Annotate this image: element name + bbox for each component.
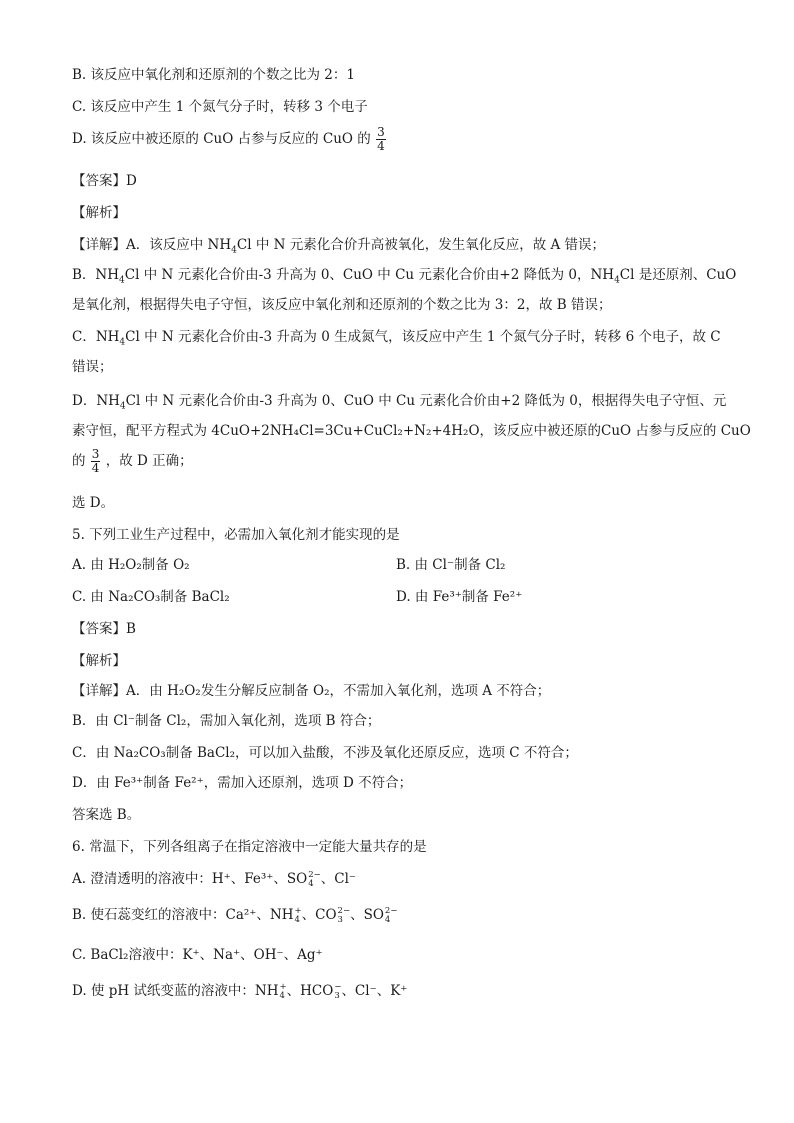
q4-detail-d-line3: 的 $\frac{3}{4}$ ，故 D 正确； [72, 447, 193, 475]
q5-option-c: C. 由 Na₂CO₃制备 BaCl₂ [72, 589, 230, 605]
q4-detail-c-line1: C．$NH_4Cl$ 中 N 元素化合价由-3 升高为 0 生成氮气，该反应中产生 1 个氮气分子时，转移 6 个电子，故 C [72, 329, 721, 348]
q6-option-b: B. 使石蕊变红的溶液中：Ca²⁺、NH + 4 、CO 2− 3 、SO 2− 4 [72, 905, 398, 925]
fraction: $\frac{3}{4}$ [91, 447, 100, 475]
q6-option-d: D. 使 pH 试纸变蓝的溶液中：NH + 4 、HCO − 3 、Cl⁻、K⁺ [72, 981, 408, 1001]
q5-option-b: B. 由 Cl⁻制备 Cl₂ [396, 557, 506, 573]
q5-analysis-heading: 【解析】 [72, 653, 126, 669]
q6-option-a: A. 澄清透明的溶液中：H⁺、Fe³⁺、SO 2− 4 、Cl⁻ [72, 869, 357, 889]
q5-detail-c: C．由 Na₂CO₃制备 BaCl₂，可以加入盐酸，不涉及氧化还原反应，选项 C 不符合； [72, 745, 578, 761]
q4-detail-b-line1: B．$NH_4Cl$ 中 N 元素化合价由-3 升高为 0、CuO 中 Cu 元素化合价由+2 降低为 0，$NH_4Cl$ 是还原剂、CuO [72, 267, 737, 286]
q5-detail-d: D．由 Fe³⁺制备 Fe²⁺，需加入还原剂，选项 D 不符合； [72, 775, 413, 791]
q5-option-a: A. 由 H₂O₂制备 O₂ [72, 557, 190, 573]
q5-final-answer: 答案选 B。 [72, 807, 141, 823]
q4-option-d: D. 该反应中被还原的 CuO 占参与反应的 CuO 的 $\frac{3}{4}$ [72, 125, 385, 153]
q4-choose: 选 D。 [72, 495, 115, 511]
q4-analysis-heading: 【解析】 [72, 205, 126, 221]
q6-stem: 6. 常温下，下列各组离子在指定溶液中一定能大量共存的是 [72, 839, 427, 855]
q6-option-c: C. BaCl₂溶液中：K⁺、Na⁺、OH⁻、Ag⁺ [72, 947, 323, 963]
q5-detail-b: B．由 Cl⁻制备 Cl₂，需加入氧化剂，选项 B 符合； [72, 713, 381, 729]
q4-detail-d-line2: 素守恒，配平方程式为 4CuO+2NH₄Cl=3Cu+CuCl₂+N₂+4H₂O，该反应中被还原的CuO 占参与反应的 CuO [72, 423, 751, 439]
q5-stem: 5. 下列工业生产过程中，必需加入氧化剂才能实现的是 [72, 527, 400, 543]
q5-detail-a: 【详解】A．由 H₂O₂发生分解反应制备 O₂，不需加入氧化剂，选项 A 不符合； [72, 683, 551, 699]
q4-option-b: B. 该反应中氧化剂和还原剂的个数之比为 2：1 [72, 67, 355, 83]
q4-detail-c-line2: 错误； [72, 359, 113, 375]
q5-option-d: D. 由 Fe³⁺制备 Fe²⁺ [396, 589, 523, 605]
q5-answer: 【答案】B [72, 621, 136, 637]
fraction: $\frac{3}{4}$ [377, 125, 385, 153]
q4-detail-d-line1: D．$NH_4Cl$ 中 N 元素化合价由-3 升高为 0、CuO 中 Cu 元素化合价由+2 降低为 0，根据得失电子守恒、元 [72, 393, 727, 412]
q4-detail-b-line2: 是氧化剂，根据得失电子守恒，该反应中氧化剂和还原剂的个数之比为 3：2，故 B 错误； [72, 297, 612, 313]
q4-answer: 【答案】D [72, 173, 137, 189]
q4-option-c: C. 该反应中产生 1 个氮气分子时，转移 3 个电子 [72, 99, 368, 115]
q4-detail-a: 【详解】A．该反应中 $NH_4Cl$ 中 N 元素化合价升高被氧化，发生氧化反应，故 A 错误； [72, 237, 606, 256]
